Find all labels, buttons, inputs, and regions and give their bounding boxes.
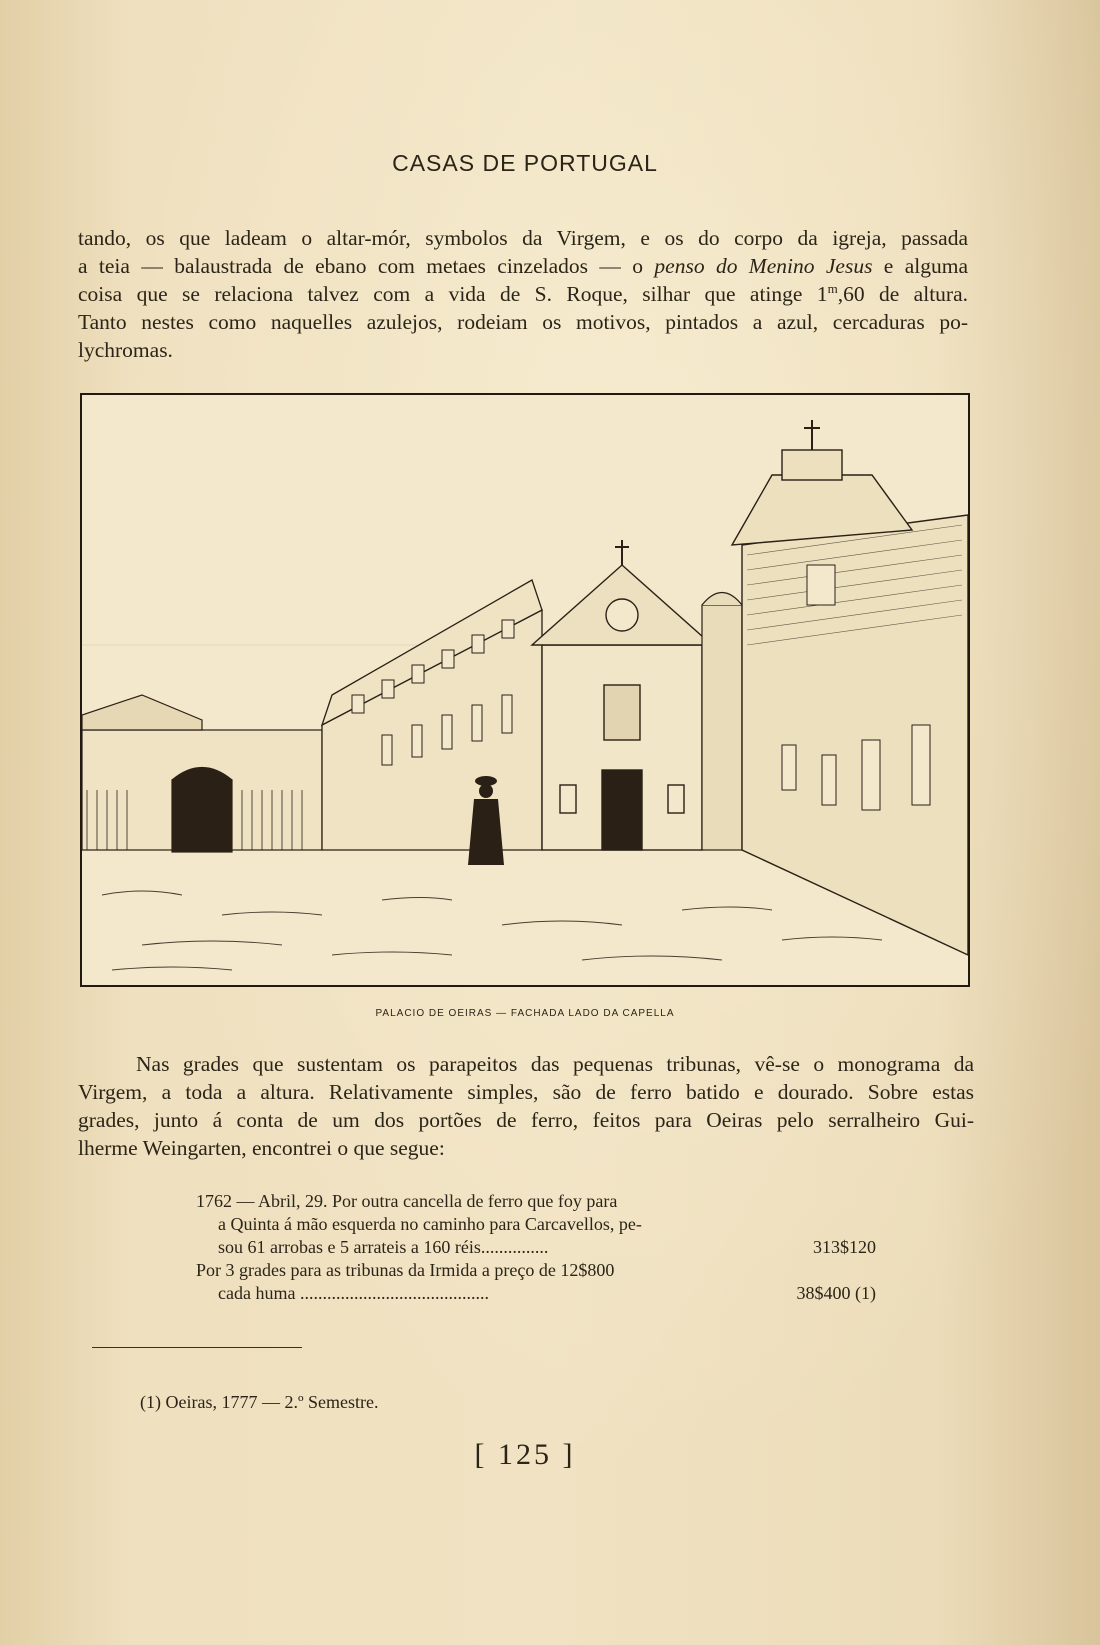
footnote: (1) Oeiras, 1777 — 2.º Semestre. <box>140 1392 379 1412</box>
paragraph-2-line: Nas grades que sustentam os parapeitos das pequenas tribunas, vê-se o monograma da <box>136 1052 974 1076</box>
ledger-row <box>196 1190 876 1213</box>
text-run: ,60 de altura. <box>837 282 968 306</box>
text-run: coisa que se relaciona talvez com a vida de S. Roque, silhar que atinge 1 <box>78 282 828 306</box>
ledger-text: 1762 — Abril, 29. Por outra cancella de ferro que foy para <box>196 1191 618 1211</box>
text-run: e alguma <box>872 254 969 278</box>
paragraph-2-line: Virgem, a toda a altura. Relativamente simples, são de ferro batido e dourado. Sobre estas <box>78 1080 974 1104</box>
ledger-text: cada huma .......................................... <box>218 1283 489 1303</box>
paragraph-1-line <box>78 280 968 308</box>
running-head: CASAS DE PORTUGAL <box>392 150 658 176</box>
italic-phrase: penso do Menino Jesus <box>654 254 873 278</box>
page-number: [ 125 ] <box>474 1438 576 1471</box>
figure-caption: PALACIO DE OEIRAS — FACHADA LADO DA CAPELLA <box>375 1008 675 1019</box>
paragraph-2-line: grades, junto á conta de um dos portões de ferro, feitos para Oeiras pelo serralheiro Gui- <box>78 1108 974 1132</box>
ledger-text: Por 3 grades para as tribunas da Irmida a preço de 12$800 <box>196 1260 615 1280</box>
paragraph-1-line: lychromas. <box>78 338 173 362</box>
ledger-amount: 38$400 (1) <box>796 1283 876 1303</box>
ledger-text: a Quinta á mão esquerda no caminho para Carcavellos, pe- <box>218 1214 642 1234</box>
paragraph-1-line <box>78 252 968 280</box>
text-run: a teia — balaustrada de ebano com metaes cinzelados — o <box>78 254 655 278</box>
paragraph-1 <box>78 224 968 364</box>
paragraph-1-line: tando, os que ladeam o altar-mór, symbolos da Virgem, e os do corpo da igreja, passada <box>78 226 968 250</box>
ledger-row <box>196 1259 876 1282</box>
ledger-amount: 313$120 <box>813 1237 876 1257</box>
paragraph-1-line: Tanto nestes como naquelles azulejos, rodeiam os motivos, pintados a azul, cercaduras po- <box>78 310 968 334</box>
account-ledger-quote <box>196 1190 876 1305</box>
superscript-unit: m <box>827 280 838 296</box>
ledger-row <box>196 1236 876 1259</box>
footnote-rule <box>92 1347 302 1348</box>
paragraph-2-line: lherme Weingarten, encontrei o que segue: <box>78 1136 445 1160</box>
ledger-row <box>196 1282 876 1305</box>
palace-engraving <box>82 395 968 985</box>
ledger-text: sou 61 arrobas e 5 arrateis a 160 réis............... <box>218 1237 549 1257</box>
paragraph-2 <box>78 1050 974 1162</box>
ledger-row <box>196 1213 876 1236</box>
engraving-illustration <box>80 393 970 987</box>
